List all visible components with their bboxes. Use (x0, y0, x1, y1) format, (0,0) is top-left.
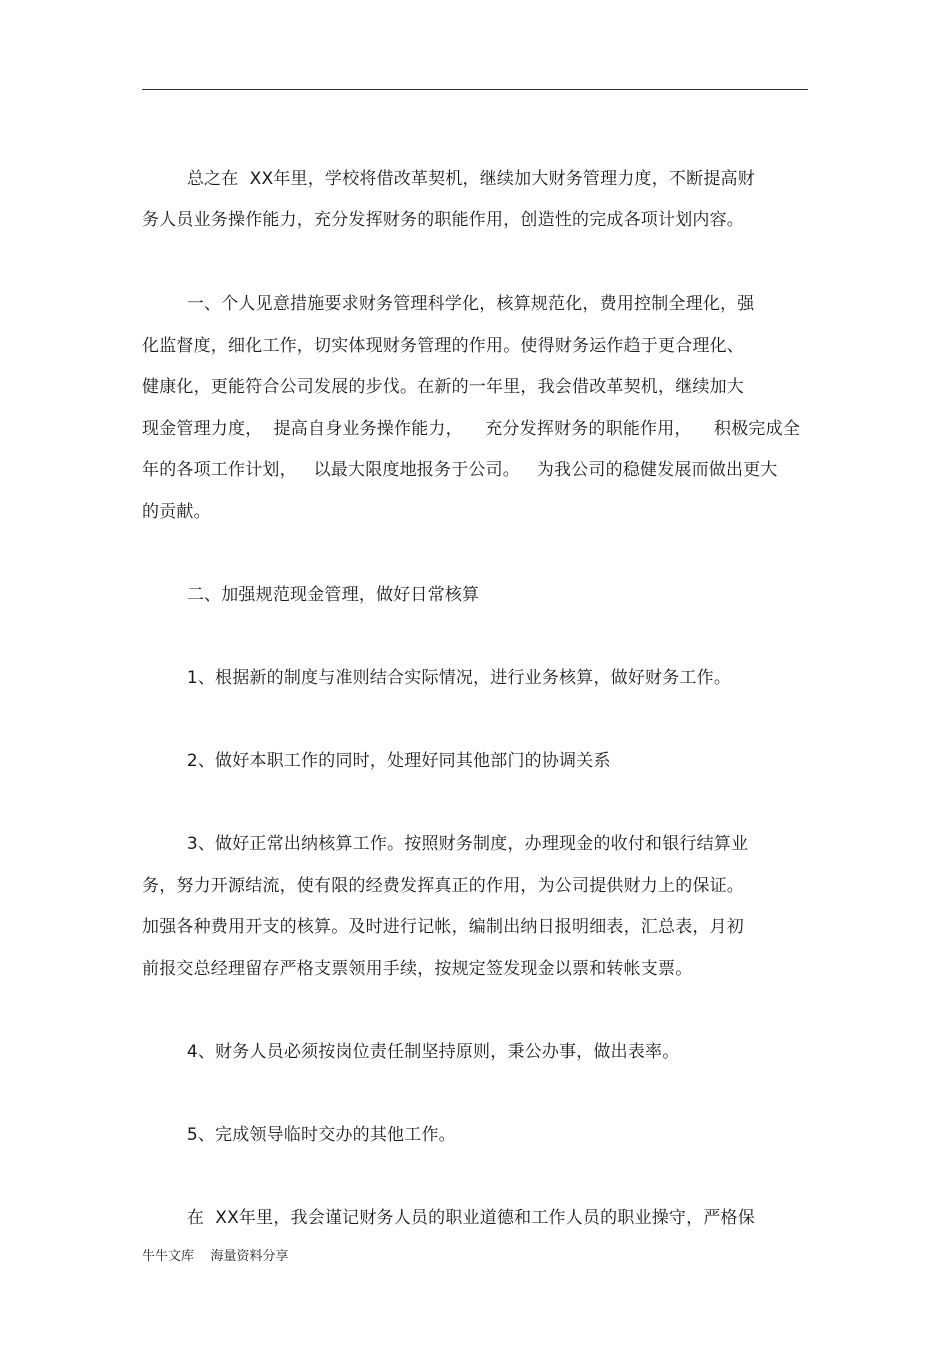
paragraph-2-line-2: 化监督度，细化工作，切实体现财务管理的作用。使得财务运作趋于更合理化、 (142, 336, 744, 356)
paragraph-1-line-2: 务人员业务操作能力，充分发挥财务的职能作用，创造性的完成各项计划内容。 (142, 210, 744, 230)
list-item-3-line-2: 务，努力开源结流，使有限的经费发挥真正的作用，为公司提供财力上的保证。 (142, 876, 744, 896)
list-item-3-line-3: 加强各种费用开支的核算。及时进行记帐，编制出纳日报明细表，汇总表，月初 (142, 917, 744, 937)
header-rule (142, 89, 808, 90)
list-item-5: 5、完成领导临时交办的其他工作。 (142, 1125, 456, 1145)
paragraph-2-line-5: 年的各项工作计划， 以最大限度地报务于公司。 为我公司的稳健发展而做出更大 (142, 460, 778, 480)
list-item-1: 1、根据新的制度与准则结合实际情况，进行业务核算，做好财务工作。 (142, 668, 732, 688)
footer-watermark-text: 牛牛文库 海量资料分享 (142, 1249, 289, 1264)
paragraph-2-line-1: 一、个人见意措施要求财务管理科学化，核算规范化，费用控制全理化，强 (142, 294, 755, 314)
list-item-3-line-4: 前报交总经理留存严格支票领用手续，按规定签发现金以票和转帐支票。 (142, 959, 693, 979)
list-item-2: 2、做好本职工作的同时，处理好同其他部门的协调关系 (142, 751, 611, 771)
paragraph-1-line-1: 总之在 XX年里，学校将借改革契机，继续加大财务管理力度，不断提高财 (142, 169, 755, 189)
closing-paragraph-line-1: 在 XX年里，我会谨记财务人员的职业道德和工作人员的职业操守，严格保 (142, 1208, 755, 1228)
list-item-3-line-1: 3、做好正常出纳核算工作。按照财务制度，办理现金的收付和银行结算业 (142, 834, 749, 854)
paragraph-2-line-3: 健康化，更能符合公司发展的步伐。在新的一年里，我会借改革契机，继续加大 (142, 377, 744, 397)
list-item-4: 4、财务人员必须按岗位责任制坚持原则，秉公办事，做出表率。 (142, 1042, 680, 1062)
paragraph-2-line-6: 的贡献。 (142, 502, 211, 522)
paragraph-2-line-4: 现金管理力度， 提高自身业务操作能力， 充分发挥财务的职能作用， 积极完成全 (142, 419, 801, 439)
section-heading-2: 二、加强规范现金管理，做好日常核算 (142, 585, 480, 605)
